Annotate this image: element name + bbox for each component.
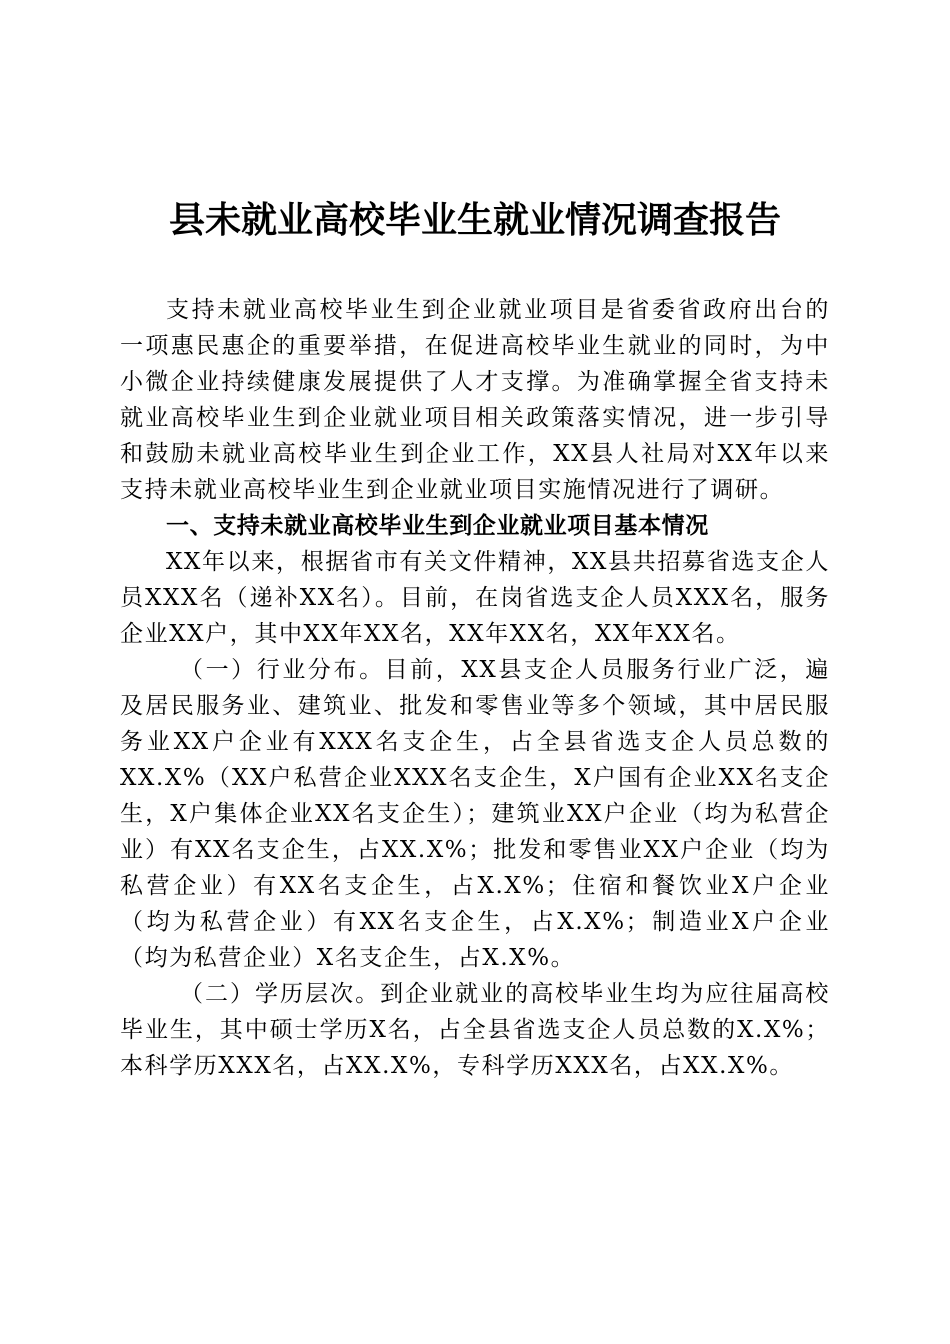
intro-paragraph: 支持未就业高校毕业生到企业就业项目是省委省政府出台的一项惠民惠企的重要举措，在促进高校毕业生就业的同时，为中小微企业持续健康发展提供了人才支撑。为准确掌握全省支持未就业高校毕业生到企业就业项目相关政策落实情况，进一步引导和鼓励未就业高校毕业生到企业工作，XX县人社局对XX年以来支持未就业高校毕业生到企业就业项目实施情况进行了调研。 [120,297,830,503]
education-level-paragraph: （二）学历层次。到企业就业的高校毕业生均为应往届高校毕业生，其中硕士学历X名，占全县省选支企人员总数的X.X%；本科学历XXX名，占XX.X%，专科学历XXX名，占XX.X%。 [120,981,830,1079]
document-title: 县未就业高校毕业生就业情况调查报告 [168,199,781,241]
document-body [120,292,830,1084]
industry-distribution-paragraph: （一）行业分布。目前，XX县支企人员服务行业广泛，遍及居民服务业、建筑业、批发和零售业等多个领域，其中居民服务业XX户企业有XXX名支企生，占全县省选支企人员总数的XX.X%（XX户私营企业XXX名支企生，X户国有企业XX名支企生，X户集体企业XX名支企生）；建筑业XX户企业（均为私营企业）有XX名支企生，占XX.X%；批发和零售业XX户企业（均为私营企业）有XX名支企生，占X.X%；住宿和餐饮业X户企业（均为私营企业）有XX名支企生，占X.X%；制造业X户企业（均为私营企业）X名支企生，占X.X%。 [120,657,830,971]
section-heading-1: 一、支持未就业高校毕业生到企业就业项目基本情况 [166,512,709,539]
overview-paragraph: XX年以来，根据省市有关文件精神，XX县共招募省选支企人员XXX名（递补XX名）。目前，在岗省选支企人员XXX名，服务企业XX户，其中XX年XX名，XX年XX名，XX年XX名。 [120,549,830,647]
